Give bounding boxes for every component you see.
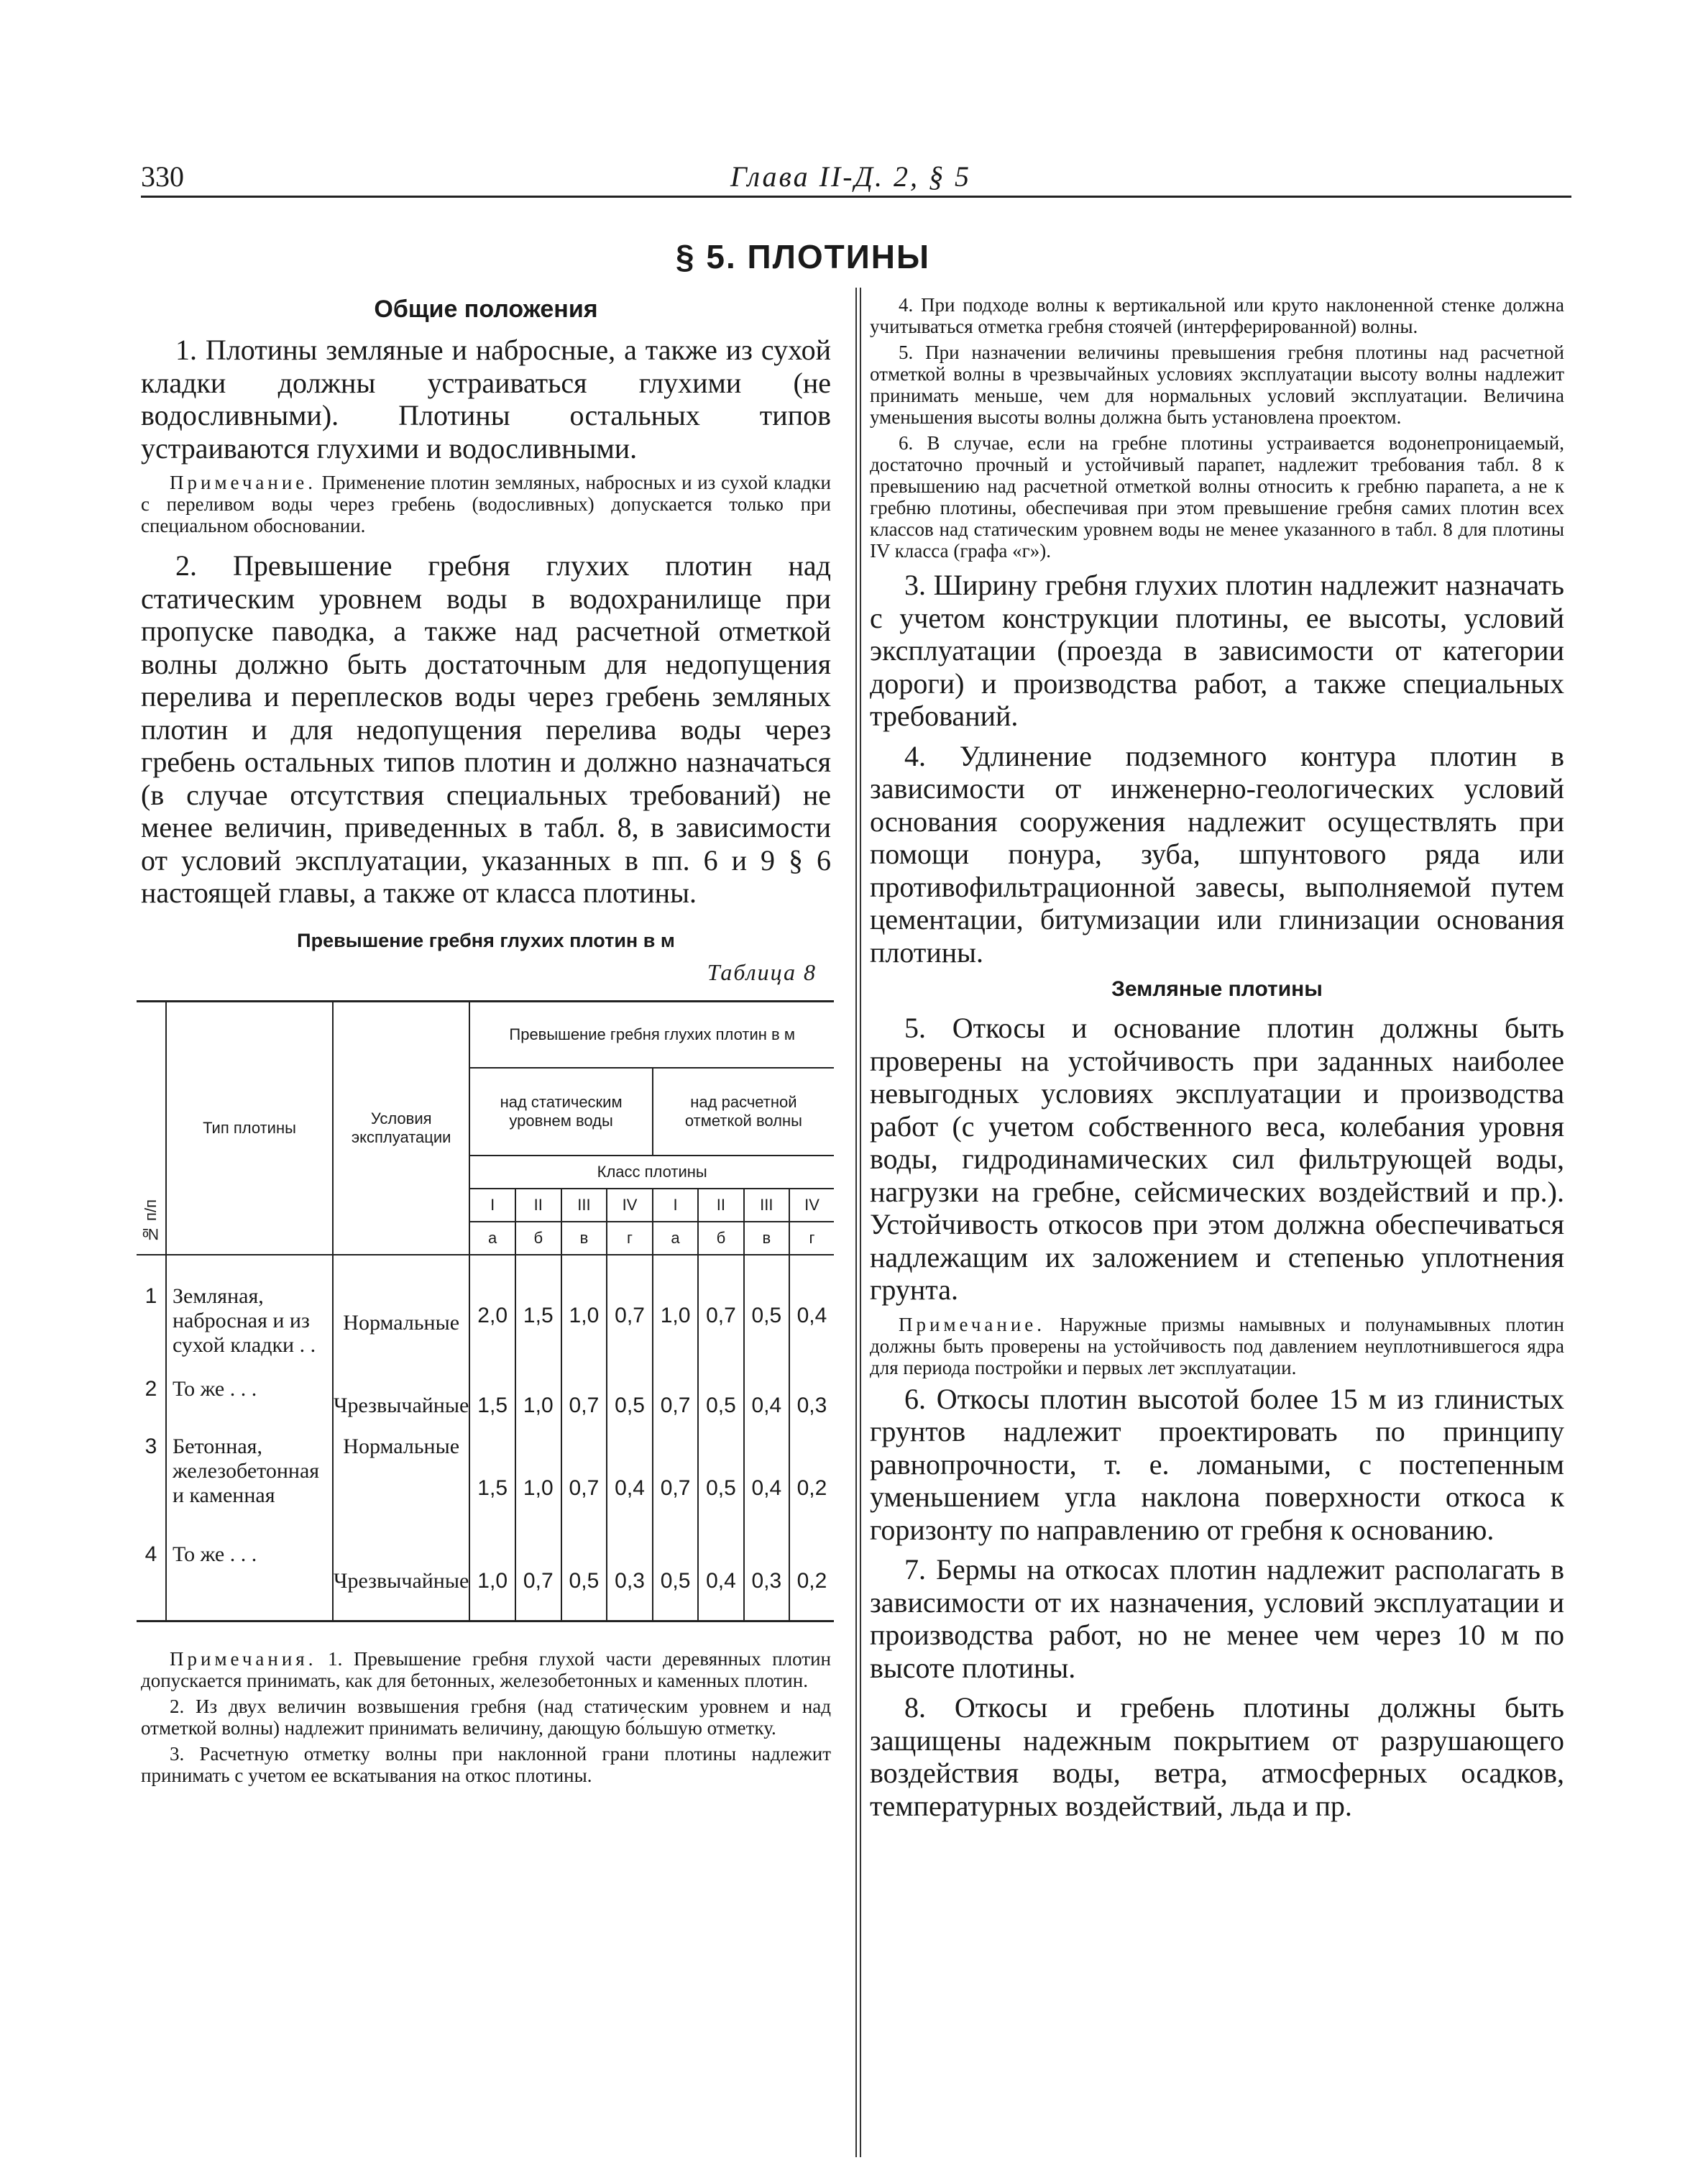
table-label: Таблица 8 [707,959,817,985]
paragraph-3: 3. Ширину гребня глухих плотин надлежит назначать с учетом конструкции плотины, ее высоты, условий эксплуатации (проезда в зависимости от категории дороги) и производства работ, а также специальных требований. [870,569,1564,732]
class-3-static: III [561,1189,607,1222]
value-cell: 0,7 [515,1542,561,1621]
right-column [870,291,1564,1829]
table-notes-label: Примечания. [170,1648,317,1670]
value-cell: 2,0 [469,1255,515,1377]
left-column [141,291,831,1790]
value-cell: 0,3 [607,1542,653,1621]
table-8 [137,1000,834,1623]
paragraph-2: 2. Превышение гребня глухих плотин над статическим уровнем воды в водохранилище при пропуске паводка, а также над расчетной отметкой волны должно быть достаточным для недопущения перелива и переплесков воды через гребень земляных плотин и для недопущения перелива воды через гребень остальных типов плотин и должно назначаться (в случае отсутствия специальных требований) не менее величин, приведенных в табл. 8, в зависимости от условий эксплуатации, указанных в пп. 6 и 9 § 6 настоящей главы, а также от класса плотины. [141,549,831,909]
header-excess: Превышение гребня глухих плотин в м [469,1001,834,1068]
value-cell: 1,0 [653,1255,698,1377]
value-cell: 1,0 [515,1377,561,1435]
class-3-wave: III [744,1189,789,1222]
chapter-reference: Глава II-Д. 2, § 5 [730,160,972,193]
header-type: Тип плотины [166,1001,333,1255]
operating-conditions: Чрезвычайные [333,1377,469,1435]
row-number: 4 [137,1542,166,1621]
column-letter: г [607,1222,653,1255]
column-letter: в [744,1222,789,1255]
page-number: 330 [141,160,184,193]
operating-conditions: Чрезвычайные [333,1542,469,1621]
heading-general: Общие положения [374,296,598,323]
column-letter: б [515,1222,561,1255]
class-2-static: II [515,1189,561,1222]
paragraph-7: 7. Бермы на откосах плотин надлежит располагать в зависимости от их назначения, условий эксплуатации и производства работ, но не менее чем через 10 м по высоте плотины. [870,1553,1564,1684]
table-note-4: 4. При подходе волны к вертикальной или круто наклоненной стенке должна учитываться отметка гребня стоячей (интерферированной) волны. [870,294,1564,337]
value-cell: 0,5 [653,1542,698,1621]
value-cell: 0,5 [561,1542,607,1621]
table-row [137,1542,834,1621]
heading-earth-dams: Земляные плотины [1111,977,1323,1001]
note-earth-dams-label: Примечание. [899,1313,1046,1335]
table-row [137,1377,834,1435]
dam-type: Земляная, набросная и из сухой кладки . . [166,1255,333,1377]
dam-type: То же . . . [166,1377,333,1435]
class-2-wave: II [698,1189,743,1222]
note-1 [141,472,831,536]
note-earth-dams-text: Наружные призмы намывных и полунамывных плотин должны быть проверены на устойчивость под давлением неуплотнившегося ядра для периода постройки и первых лет эксплуатации. [870,1313,1564,1378]
table-notes [141,1648,831,1786]
value-cell: 1,0 [469,1542,515,1621]
note-1-text: Применение плотин земляных, набросных и из сухой кладки с переливом воды через гребень (водосливных) допускается только при специальном обосновании. [141,472,831,536]
class-4-wave: IV [789,1189,834,1222]
table-row [137,1435,834,1542]
value-cell: 0,7 [653,1377,698,1435]
column-letter: а [469,1222,515,1255]
operating-conditions: Нормальные [333,1255,469,1377]
dam-type: То же . . . [166,1542,333,1621]
table-note-1-text: 1. Превышение гребня глухой части деревянных плотин допускается принимать, как для бетонных, железобетонных и каменных плотин. [141,1648,831,1691]
operating-conditions: Нормальные [333,1435,469,1542]
table-note-2: 2. Из двух величин возвышения гребня (над статическим уровнем и над отметкой волны) надлежит принимать величину, дающую бо́льшую отметку. [141,1696,831,1739]
class-1-wave: I [653,1189,698,1222]
column-letter: в [561,1222,607,1255]
value-cell: 0,7 [561,1377,607,1435]
paragraph-6: 6. Откосы плотин высотой более 15 м из глинистых грунтов надлежит проектировать по принципу равнопрочности, т. е. ломаными, с постепенным уменьшением угла наклона поверхности откоса к горизонту по направлению от гребня к основанию. [870,1382,1564,1546]
value-cell: 1,0 [515,1435,561,1542]
table-note-5: 5. При назначении величины превышения гребня плотины над расчетной отметкой волны в чрезвычайных условиях эксплуатации высоту волны надлежит принимать меньше, чем для нормальных условий эксплуатации. Величина уменьшения высоты волны должна быть установлена проектом. [870,342,1564,428]
value-cell: 0,5 [698,1435,743,1542]
paragraph-1: 1. Плотины земляные и набросные, а также из сухой кладки должны устраиваться глухими (не водосливными). Плотины остальных типов устраиваются глухими и водосливными. [141,334,831,465]
value-cell: 0,4 [698,1542,743,1621]
table-note-1 [141,1648,831,1691]
column-letter: а [653,1222,698,1255]
paragraph-4: 4. Удлинение подземного контура плотин в зависимости от инженерно-геологических условий основания сооружения надлежит осуществлять при помощи понура, зуба, шпунтового ряда или противофильтрационной завесы, выполняемой путем цементации, битумизации или глинизации основания плотины. [870,739,1564,969]
value-cell: 0,2 [789,1542,834,1621]
note-earth-dams [870,1314,1564,1378]
column-letter: б [698,1222,743,1255]
value-cell: 0,5 [744,1255,789,1377]
row-number: 3 [144,1434,157,1458]
class-1-static: I [469,1189,515,1222]
value-cell: 0,5 [698,1377,743,1435]
table-row [137,1255,834,1377]
value-cell: 1,5 [469,1435,515,1542]
value-cell: 0,2 [789,1435,834,1542]
value-cell: 0,7 [653,1435,698,1542]
value-cell: 0,3 [789,1377,834,1435]
value-cell: 0,7 [607,1255,653,1377]
value-cell: 1,5 [469,1377,515,1435]
value-cell: 0,7 [698,1255,743,1377]
value-cell: 0,7 [561,1435,607,1542]
value-cell: 0,4 [744,1435,789,1542]
paragraph-8: 8. Откосы и гребень плотины должны быть защищены надежным покрытием от разрушающего воздействия воды, ветра, атмосферных осадков, температурных воздействий, льда и пр. [870,1691,1564,1822]
column-divider-second [860,288,861,2157]
section-title: § 5. ПЛОТИНЫ [676,238,931,275]
note-1-label: Примечание. [170,472,317,493]
table-note-3: 3. Расчетную отметку волны при наклонной грани плотины надлежит принимать с учетом ее вскатывания на откос плотины. [141,1743,831,1786]
header-num: № п/п [137,1001,166,1255]
value-cell: 0,5 [607,1377,653,1435]
header-static-level: над статическим уровнем воды [469,1068,653,1156]
header-wave-mark: над расчетной отметкой волны [653,1068,834,1156]
value-cell: 1,5 [515,1255,561,1377]
value-cell: 0,4 [607,1435,653,1542]
row-number: 2 [144,1376,157,1401]
paragraph-5: 5. Откосы и основание плотин должны быть проверены на устойчивость при заданных наиболее невыгодных условиях эксплуатации и производства работ (с учетом собственного веса, колебания уровня воды, гидродинамических сил фильтрующей воды, нагрузки на гребне, сейсмических воздействий и пр.). Устойчивость откосов при этом должна обеспечиваться надлежащим их заложением и степенью уплотнения грунта. [870,1012,1564,1306]
header-conditions: Условия эксплуатации [333,1001,469,1255]
value-cell: 0,4 [789,1255,834,1377]
value-cell: 1,0 [561,1255,607,1377]
class-4-static: IV [607,1189,653,1222]
value-cell: 0,3 [744,1542,789,1621]
dam-type: Бетонная, железобетонная и каменная [166,1435,333,1542]
column-letter: г [789,1222,834,1255]
running-header [141,160,1571,198]
table-note-6: 6. В случае, если на гребне плотины устраивается водонепроницаемый, достаточно прочный и устойчивый парапет, надлежит требования табл. 8 к превышению над расчетной отметкой волны относить к гребню парапета, а не к гребню плотины, обеспечивая при этом превышение гребня самих плотин всех классов над статическим уровнем воды не менее указанного в табл. 8 для плотины IV класса (графа «г»). [870,432,1564,562]
header-class: Класс плотины [469,1156,834,1189]
column-divider [855,288,857,2157]
value-cell: 0,4 [744,1377,789,1435]
row-number: 1 [144,1284,157,1308]
table-title: Превышение гребня глухих плотин в м [297,929,675,951]
